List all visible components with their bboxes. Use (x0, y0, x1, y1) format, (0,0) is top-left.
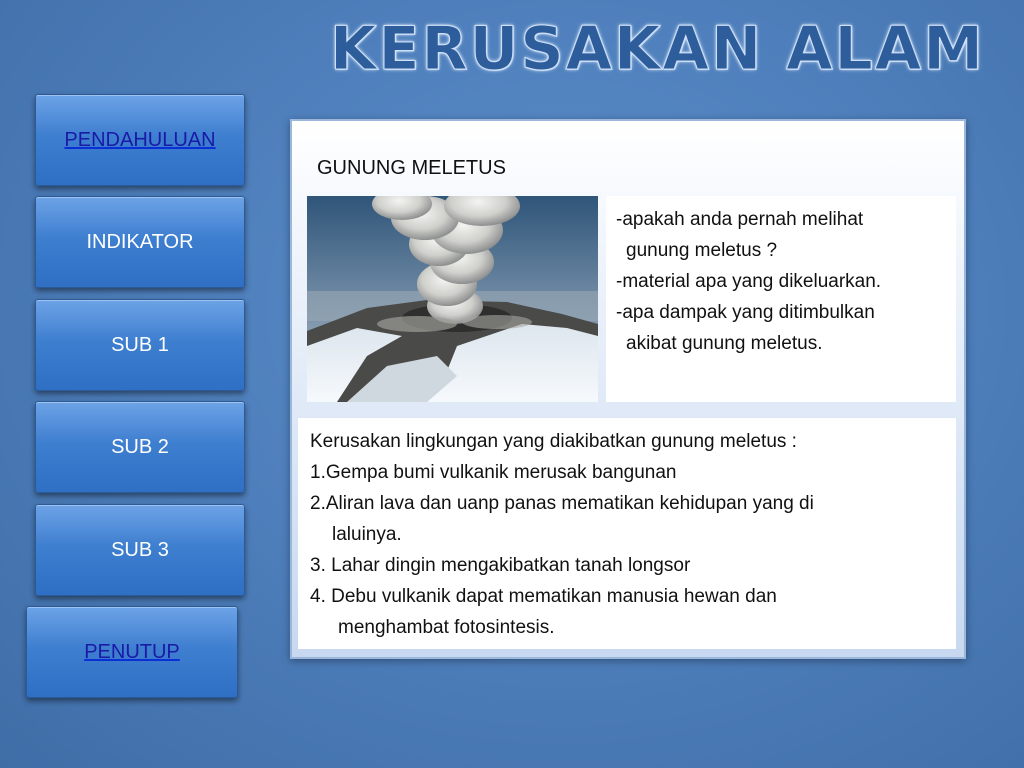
damage-line: menghambat fotosintesis. (338, 617, 555, 638)
question-line: akibat gunung meletus. (626, 333, 823, 354)
damage-line: 1.Gempa bumi vulkanik merusak bangunan (310, 462, 677, 483)
damage-list (298, 418, 956, 649)
damage-line: 4. Debu vulkanik dapat mematikan manusia hewan dan (310, 586, 777, 607)
nav-label-pendahuluan: PENDAHULUAN (64, 128, 216, 151)
question-line: -apa dampak yang ditimbulkan (616, 302, 875, 323)
question-line: -apakah anda pernah melihat (616, 209, 864, 230)
nav-label-sub-1: SUB 1 (111, 333, 169, 356)
damage-line: 3. Lahar dingin mengakibatkan tanah longsor (310, 555, 691, 576)
nav-button-penutup[interactable] (26, 606, 238, 698)
nav-button-pendahuluan[interactable] (35, 94, 245, 186)
nav-button-sub-1[interactable] (35, 299, 245, 391)
nav-label-sub-2: SUB 2 (111, 435, 169, 458)
nav-label-indikator: INDIKATOR (86, 230, 194, 253)
nav-button-sub-3[interactable] (35, 504, 245, 596)
question-line: -material apa yang dikeluarkan. (616, 271, 882, 292)
nav-button-sub-2[interactable] (35, 401, 245, 493)
nav-label-sub-3: SUB 3 (111, 538, 169, 561)
damage-line: 2.Aliran lava dan uanp panas mematikan kehidupan yang di (310, 493, 814, 514)
question-line: gunung meletus ? (626, 240, 778, 261)
content-heading: GUNUNG MELETUS (317, 157, 506, 179)
nav-label-penutup: PENUTUP (84, 640, 180, 663)
damage-line: laluinya. (332, 524, 402, 545)
slide-title: KERUSAKAN ALAM (330, 14, 985, 84)
nav-button-indikator[interactable] (35, 196, 245, 288)
damage-line: Kerusakan lingkungan yang diakibatkan gunung meletus : (310, 431, 797, 452)
volcano-eruption-photo (307, 196, 598, 402)
question-list (606, 196, 956, 402)
